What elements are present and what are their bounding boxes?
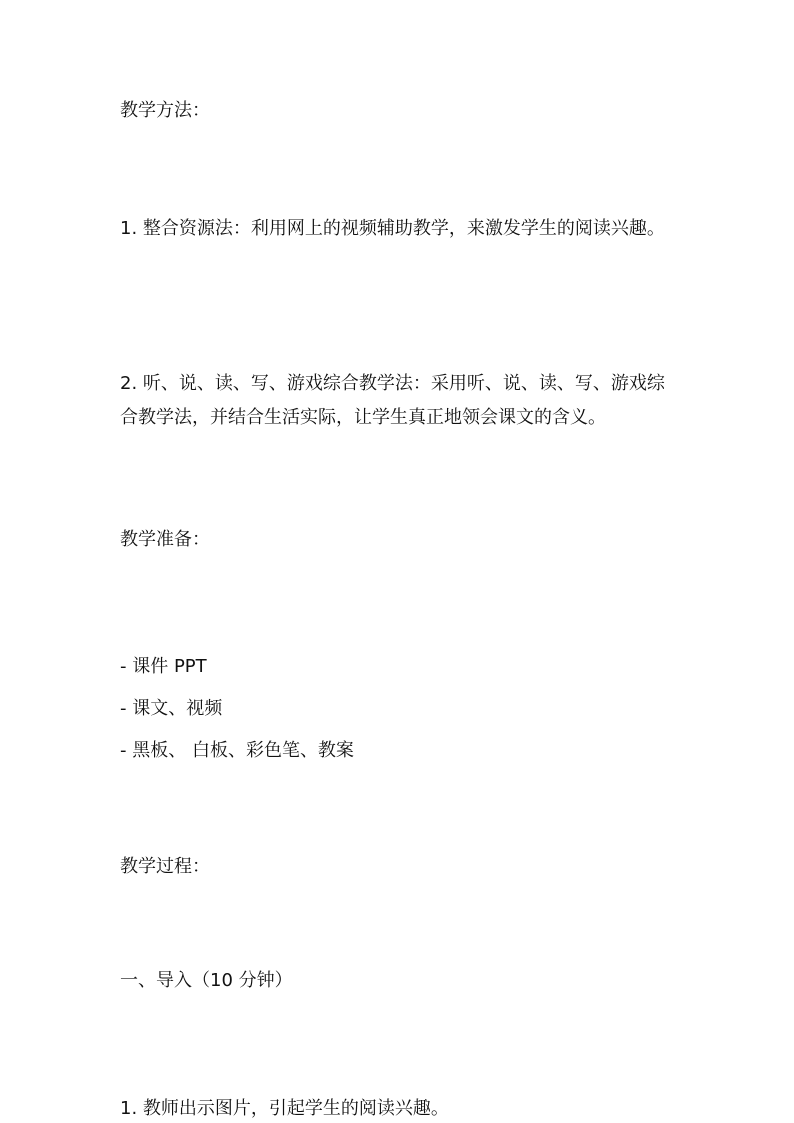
process-heading: 教学过程： <box>120 856 210 877</box>
method-item-2: 2. 听、说、读、写、游戏综合教学法：采用听、说、读、写、游戏综合教学法，并结合生活实际，让学生真正地领会课文的含义。 <box>120 373 665 428</box>
preparation-heading: 教学准备： <box>120 529 210 550</box>
section-1-heading: 一、导入（10 分钟） <box>120 970 293 991</box>
preparation-item-2: - 课文、视频 <box>120 698 223 719</box>
process-step-1: 1. 教师出示图片，引起学生的阅读兴趣。 <box>120 1098 449 1119</box>
preparation-item-3: - 黑板、 白板、彩色笔、教案 <box>120 740 354 761</box>
methods-heading: 教学方法： <box>120 100 210 121</box>
preparation-item-1: - 课件 PPT <box>120 656 207 677</box>
method-item-1: 1. 整合资源法：利用网上的视频辅助教学，来激发学生的阅读兴趣。 <box>120 218 665 239</box>
